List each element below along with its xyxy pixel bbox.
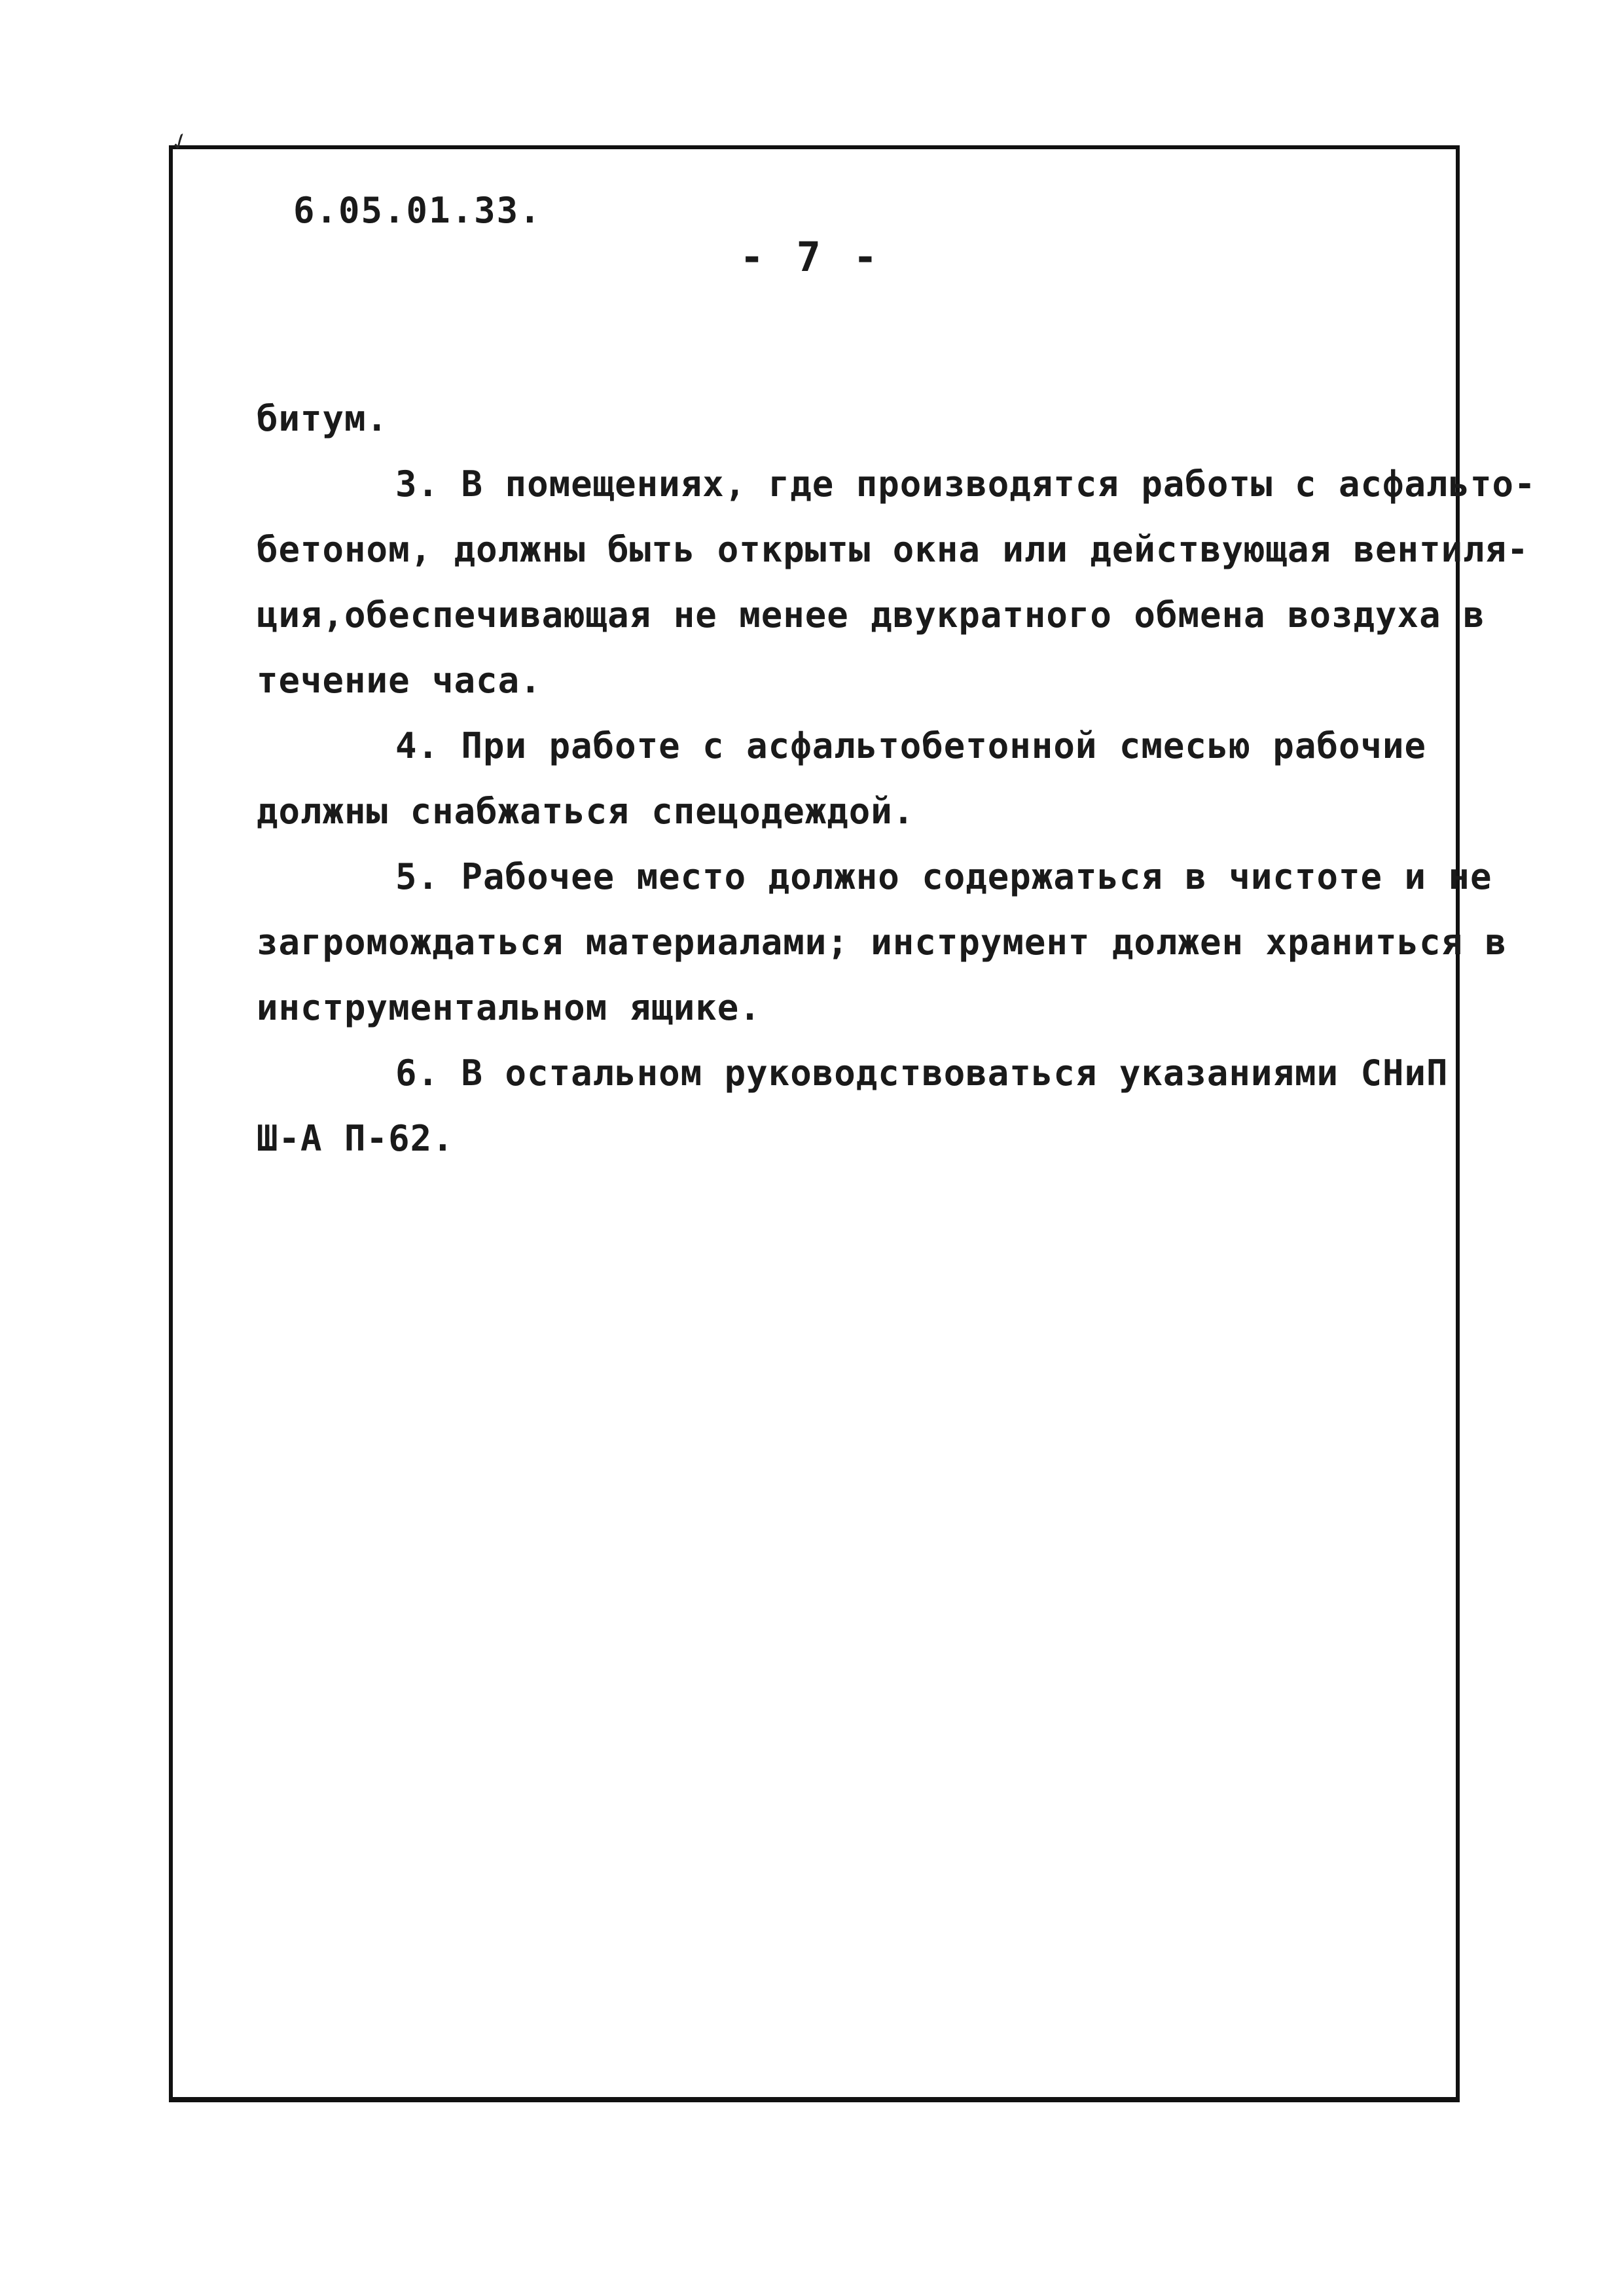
document-body — [257, 386, 1536, 1172]
paragraph-4-line-1: 4. При работе с асфальтобетонной смесью рабочие — [395, 725, 1427, 766]
document-code: 6.05.01.33. — [293, 190, 542, 231]
paragraph-5-line-3: инструментальном ящике. — [257, 987, 761, 1028]
text-line: битум. — [257, 398, 389, 439]
paragraph-6-line-1: 6. В остальном руководствоваться указаниями СНиП — [395, 1052, 1449, 1094]
page-number: - 7 - — [740, 233, 882, 281]
paragraph-6-line-2: Ш-А П-62. — [257, 1118, 454, 1159]
paragraph-5-line-1: 5. Рабочее место должно содержаться в чистоте и не — [395, 856, 1492, 897]
paragraph-3-line-2: бетоном, должны быть открыты окна или действующая вентиля- — [257, 529, 1529, 570]
paragraph-3-line-3: ция,обеспечивающая не менее двукратного обмена воздуха в — [257, 594, 1485, 636]
paragraph-5-line-2: загромождаться материалами; инструмент должен храниться в — [257, 922, 1507, 963]
paragraph-3-line-1: 3. В помещениях, где производятся работы с асфальто- — [395, 463, 1536, 505]
corner-mark: ✓ — [166, 124, 192, 158]
paragraph-3-line-4: течение часа. — [257, 660, 542, 701]
paragraph-4-line-2: должны снабжаться спецодеждой. — [257, 791, 915, 832]
